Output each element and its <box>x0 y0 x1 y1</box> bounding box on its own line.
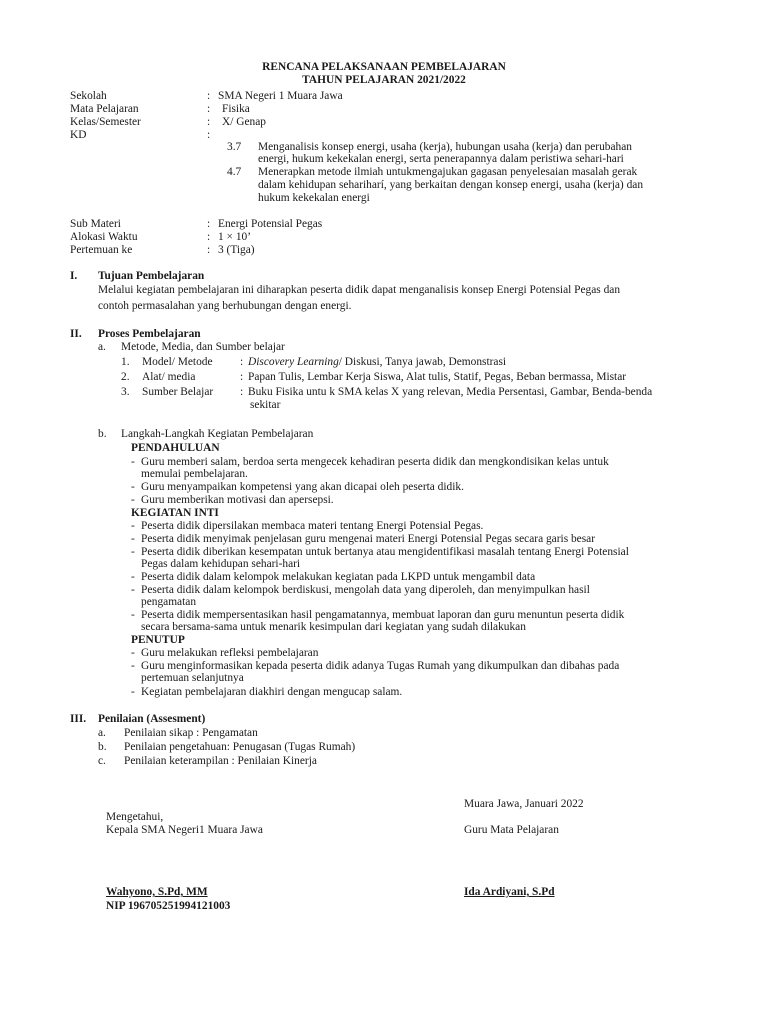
activity-text: pertemuan selanjutnya <box>141 672 244 684</box>
resource-label: Model/ Metode <box>142 356 213 368</box>
resource-value: Papan Tulis, Lembar Kerja Siswa, Alat tulis, Statif, Pegas, Beban bermassa, Mistar <box>248 371 627 383</box>
document-title: RENCANA PELAKSANAAN PEMBELAJARAN <box>262 61 506 73</box>
phase-title: PENUTUP <box>131 634 185 646</box>
activity-text: Peserta didik dalam kelompok melakukan kegiatan pada LKPD untuk mengambil data <box>141 571 536 583</box>
paragraph-line: contoh permasalahan yang berhubungan dengan energi. <box>98 300 352 312</box>
principal-nip: NIP 196705251994121003 <box>106 900 231 912</box>
phase-title: KEGIATAN INTI <box>131 507 219 519</box>
activity-text: Guru memberikan motivasi dan apersepsi. <box>141 494 334 506</box>
activity-text: secara bersama-sama untuk menarik kesimpulan dari kegiatan yang sudah dilakukan <box>141 621 526 633</box>
dash: - <box>131 456 135 468</box>
dash: - <box>131 686 135 698</box>
colon: : <box>207 129 211 141</box>
section-title: Proses Pembelajaran <box>98 328 201 340</box>
kelas-value: X/ Genap <box>222 116 266 128</box>
dash: - <box>131 520 135 532</box>
pertemuan-label: Pertemuan ke <box>70 244 133 256</box>
principal-title: Kepala SMA Negeri1 Muara Jawa <box>106 824 263 836</box>
assessment-item: Penilaian sikap : Pengamatan <box>124 727 258 739</box>
mengetahui-label: Mengetahui, <box>106 811 164 823</box>
resource-label: Alat/ media <box>142 371 196 383</box>
list-marker: 3. <box>121 386 130 398</box>
kd-number: 3.7 <box>227 141 242 153</box>
mapel-label: Mata Pelajaran <box>70 103 139 115</box>
sub-materi-value: Energi Potensial Pegas <box>218 218 323 230</box>
kd-text: Menerapkan metode ilmiah untukmengajukan gagasan penyelesaian masalah gerak <box>258 166 638 178</box>
sekolah-label: Sekolah <box>70 90 107 102</box>
colon: : <box>207 103 211 115</box>
document-subtitle: TAHUN PELAJARAN 2021/2022 <box>302 74 466 86</box>
list-marker: b. <box>98 741 107 753</box>
dash: - <box>131 546 135 558</box>
activity-text: Kegiatan pembelajaran diakhiri dengan mengucap salam. <box>141 686 403 698</box>
kelas-label: Kelas/Semester <box>70 116 141 128</box>
teacher-name: Ida Ardiyani, S.Pd <box>464 886 555 898</box>
sub-materi-label: Sub Materi <box>70 218 121 230</box>
colon: : <box>207 116 211 128</box>
kd-text: Menganalisis konsep energi, usaha (kerja), hubungan usaha (kerja) dan perubahan <box>258 141 632 153</box>
kd-label: KD <box>70 129 87 141</box>
alokasi-label: Alokasi Waktu <box>70 231 138 243</box>
dash: - <box>131 647 135 659</box>
activity-text: Guru menginformasikan kepada peserta didik adanya Tugas Rumah yang dikumpulkan dan dibahas pada <box>141 660 620 672</box>
activity-text: Peserta didik dipersilakan membaca materi tentang Energi Potensial Pegas. <box>141 520 484 532</box>
colon: : <box>207 90 211 102</box>
principal-name: Wahyono, S.Pd, MM <box>106 886 208 898</box>
section-title: Penilaian (Assesment) <box>98 713 206 725</box>
list-marker: a. <box>98 341 106 353</box>
pertemuan-value: 3 (Tiga) <box>218 244 255 256</box>
assessment-item: Penilaian pengetahuan: Penugasan (Tugas Rumah) <box>124 741 356 753</box>
mapel-value: Fisika <box>222 103 250 115</box>
subsection-title: Metode, Media, dan Sumber belajar <box>121 341 285 353</box>
colon: : <box>240 386 244 398</box>
kd-text: dalam kehidupan sehariharí, yang berkaitan dengan konsep energi, usaha (kerja) dan <box>258 179 644 191</box>
list-marker: 1. <box>121 356 130 368</box>
kd-number: 4.7 <box>227 166 242 178</box>
resource-value: sekitar <box>250 399 281 411</box>
subsection-title: Langkah-Langkah Kegiatan Pembelajaran <box>121 428 314 440</box>
activity-text: Guru menyampaikan kompetensi yang akan dicapai oleh peserta didik. <box>141 481 464 493</box>
dash: - <box>131 494 135 506</box>
section-title: Tujuan Pembelajaran <box>98 270 205 282</box>
activity-text: Peserta didik diberikan kesempatan untuk bertanya atau mengidentifikasi masalah tentang Energi Potensial <box>141 546 629 558</box>
colon: : <box>240 371 244 383</box>
section-number: II. <box>70 328 82 340</box>
dash: - <box>131 584 135 596</box>
list-marker: b. <box>98 428 107 440</box>
list-marker: c. <box>98 755 106 767</box>
colon: : <box>240 356 244 368</box>
paragraph-line: Melalui kegiatan pembelajaran ini diharapkan peserta didik dapat menganalisis konsep Energi Potensial Pegas dan <box>98 284 621 296</box>
dash: - <box>131 609 135 621</box>
colon: : <box>207 244 211 256</box>
phase-title: PENDAHULUAN <box>131 442 220 454</box>
activity-text: Guru memberi salam, berdoa serta mengecek kehadiran peserta didik dan mengkondisikan kelas untuk <box>141 456 609 468</box>
dash: - <box>131 481 135 493</box>
kd-text: energi, hukum kekekalan energi, serta penerapannya dalam peristiwa sehari-hari <box>258 153 624 165</box>
list-marker: a. <box>98 727 106 739</box>
place-date: Muara Jawa, Januari 2022 <box>464 798 584 810</box>
activity-text: Peserta didik dalam kelompok berdiskusi, mengolah data yang diperoleh, dan menyimpulkan hasil <box>141 584 590 596</box>
colon: : <box>207 231 211 243</box>
teacher-title: Guru Mata Pelajaran <box>464 824 559 836</box>
sekolah-value: SMA Negeri 1 Muara Jawa <box>218 90 343 102</box>
activity-text: Peserta didik menyimak penjelasan guru mengenai materi Energi Potensial Pegas secara garis besar <box>141 533 596 545</box>
activity-text: pengamatan <box>141 596 197 608</box>
activity-text: Guru melakukan refleksi pembelajaran <box>141 647 319 659</box>
resource-value: Discovery Learning/ Diskusi, Tanya jawab, Demonstrasi <box>248 356 507 368</box>
section-number: I. <box>70 270 78 282</box>
dash: - <box>131 571 135 583</box>
activity-text: memulai pembelajaran. <box>141 468 248 480</box>
resource-value: Buku Fisika untu k SMA kelas X yang relevan, Media Persentasi, Gambar, Benda-benda <box>248 386 653 398</box>
alokasi-value: 1 × 10’ <box>218 231 251 243</box>
activity-text: Peserta didik mempersentasikan hasil pengamatannya, membuat laporan dan guru menuntun peserta didik <box>141 609 625 621</box>
resource-label: Sumber Belajar <box>142 386 214 398</box>
colon: : <box>207 218 211 230</box>
dash: - <box>131 660 135 672</box>
list-marker: 2. <box>121 371 130 383</box>
activity-text: Pegas dalam kehidupan sehari-hari <box>141 558 301 570</box>
section-number: III. <box>70 713 87 725</box>
dash: - <box>131 533 135 545</box>
kd-text: hukum kekekalan energi <box>258 192 370 204</box>
assessment-item: Penilaian keterampilan : Penilaian Kinerja <box>124 755 317 767</box>
